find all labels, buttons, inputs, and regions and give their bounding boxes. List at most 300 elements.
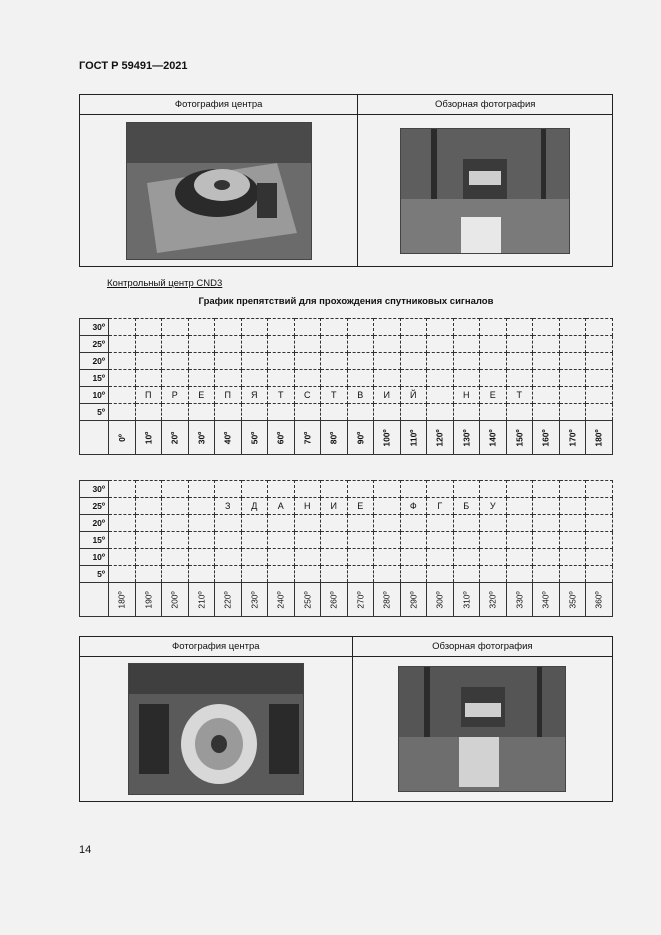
grid-cell — [268, 404, 295, 421]
center-photo — [126, 122, 312, 260]
center-photo-cell-2 — [80, 657, 353, 802]
grid-cell — [374, 481, 401, 498]
azimuth-tick-label: 10º — [143, 431, 154, 444]
obstruction-grid-0-180 — [79, 318, 613, 455]
grid-cell — [559, 370, 586, 387]
grid-row — [80, 319, 613, 336]
grid-cell — [347, 566, 374, 583]
grid-cell — [162, 353, 189, 370]
grid-cell — [268, 515, 295, 532]
azimuth-tick-label: 320º — [487, 590, 498, 609]
azimuth-tick-label: 170º — [567, 428, 578, 447]
azimuth-tick — [321, 421, 348, 455]
grid-cell — [321, 319, 348, 336]
grid-cell — [268, 353, 295, 370]
grid-cell — [135, 566, 162, 583]
grid-cell — [506, 370, 533, 387]
grid-cell — [586, 353, 613, 370]
annotation-letter: В — [347, 387, 374, 404]
azimuth-tick-label: 290º — [408, 590, 419, 609]
grid-cell — [321, 549, 348, 566]
grid-cell — [188, 498, 215, 515]
grid-cell — [427, 515, 454, 532]
grid-cell — [400, 515, 427, 532]
azimuth-tick — [241, 583, 268, 617]
elevation-label: 15º — [80, 532, 109, 549]
grid-cell — [162, 498, 189, 515]
grid-cell — [135, 370, 162, 387]
elevation-label: 20º — [80, 515, 109, 532]
annotation-letter: Ф — [400, 498, 427, 515]
grid-cell — [188, 336, 215, 353]
grid-cell — [241, 515, 268, 532]
grid-cell — [347, 319, 374, 336]
grid-cell — [162, 370, 189, 387]
azimuth-tick — [321, 583, 348, 617]
grid-cell — [506, 498, 533, 515]
grid-cell — [400, 353, 427, 370]
azimuth-tick-label: 360º — [593, 590, 604, 609]
azimuth-tick-label: 260º — [328, 590, 339, 609]
grid-cell — [374, 319, 401, 336]
grid-cell — [294, 370, 321, 387]
grid-cell — [480, 532, 507, 549]
grid-cell — [506, 353, 533, 370]
grid-cell — [294, 404, 321, 421]
azimuth-tick-label: 140º — [487, 428, 498, 447]
grid-cell — [268, 370, 295, 387]
azimuth-tick — [162, 421, 189, 455]
grid-cell — [374, 515, 401, 532]
grid-cell — [559, 404, 586, 421]
grid-cell — [162, 532, 189, 549]
grid-cell — [586, 319, 613, 336]
grid-row — [80, 336, 613, 353]
grid-cell — [506, 532, 533, 549]
grid-row — [80, 515, 613, 532]
azimuth-tick-label: 280º — [381, 590, 392, 609]
grid-cell — [586, 481, 613, 498]
grid-cell — [215, 336, 242, 353]
azimuth-tick-label: 220º — [222, 590, 233, 609]
azimuth-tick — [162, 583, 189, 617]
grid-cell — [427, 549, 454, 566]
azimuth-tick-label: 300º — [434, 590, 445, 609]
grid-cell — [294, 532, 321, 549]
grid-cell — [215, 515, 242, 532]
grid-cell — [453, 515, 480, 532]
elevation-label: 25º — [80, 498, 109, 515]
grid-cell — [586, 515, 613, 532]
annotation-letter: Б — [453, 498, 480, 515]
overview-photo-header: Обзорная фотография — [358, 95, 613, 115]
grid-cell — [241, 353, 268, 370]
grid-cell — [321, 370, 348, 387]
grid-cell — [162, 336, 189, 353]
grid-cell — [400, 566, 427, 583]
photos-table-bottom — [79, 636, 613, 802]
grid-cell — [268, 336, 295, 353]
grid-cell — [321, 481, 348, 498]
grid-cell — [188, 353, 215, 370]
azimuth-tick-label: 50º — [249, 431, 260, 444]
grid-cell — [109, 566, 136, 583]
grid-cell — [506, 566, 533, 583]
grid-cell — [347, 404, 374, 421]
grid-cell — [533, 404, 560, 421]
annotation-letter: Т — [321, 387, 348, 404]
grid-cell — [480, 319, 507, 336]
grid-cell — [427, 481, 454, 498]
grid-cell — [294, 353, 321, 370]
azimuth-tick — [559, 583, 586, 617]
grid-cell — [162, 481, 189, 498]
grid-cell — [374, 549, 401, 566]
grid-cell — [533, 532, 560, 549]
grid-cell — [188, 404, 215, 421]
overview-photo-cell — [358, 115, 613, 267]
azimuth-tick — [374, 583, 401, 617]
grid-row — [80, 549, 613, 566]
grid-cell — [427, 404, 454, 421]
grid-cell — [347, 370, 374, 387]
azimuth-tick — [480, 421, 507, 455]
azimuth-tick — [506, 583, 533, 617]
tick-corner — [80, 421, 109, 455]
grid-cell — [480, 549, 507, 566]
grid-cell — [533, 387, 560, 404]
overview-photo-cell-2 — [352, 657, 612, 802]
grid-cell — [135, 404, 162, 421]
grid-cell — [533, 336, 560, 353]
overview-photo — [400, 128, 570, 254]
grid-cell — [453, 336, 480, 353]
grid-cell — [506, 319, 533, 336]
grid-cell — [480, 515, 507, 532]
grid-row — [80, 498, 613, 515]
azimuth-tick — [533, 583, 560, 617]
annotation-letter: Е — [347, 498, 374, 515]
azimuth-tick — [109, 583, 136, 617]
annotation-letter: Н — [453, 387, 480, 404]
azimuth-tick — [453, 421, 480, 455]
grid-cell — [374, 353, 401, 370]
center-photo-header-2: Фотография центра — [80, 637, 353, 657]
grid-cell — [480, 336, 507, 353]
annotation-letter: Я — [241, 387, 268, 404]
grid-cell — [586, 404, 613, 421]
azimuth-tick — [453, 583, 480, 617]
elevation-label: 15º — [80, 370, 109, 387]
grid-cell — [321, 404, 348, 421]
azimuth-tick-label: 100º — [381, 428, 392, 447]
grid-cell — [400, 336, 427, 353]
azimuth-tick — [427, 421, 454, 455]
grid-cell — [400, 532, 427, 549]
annotation-letter: И — [321, 498, 348, 515]
grid-cell — [586, 370, 613, 387]
grid-cell — [162, 566, 189, 583]
annotation-letter: П — [215, 387, 242, 404]
azimuth-tick — [294, 583, 321, 617]
grid-cell — [374, 532, 401, 549]
annotation-letter: Т — [268, 387, 295, 404]
grid-cell — [533, 498, 560, 515]
azimuth-tick-label: 350º — [567, 590, 578, 609]
elevation-label: 30º — [80, 481, 109, 498]
azimuth-tick-label: 80º — [328, 431, 339, 444]
grid-cell — [109, 498, 136, 515]
grid-row — [80, 353, 613, 370]
azimuth-tick-label: 310º — [461, 590, 472, 609]
grid-cell — [215, 319, 242, 336]
grid-cell — [427, 532, 454, 549]
annotation-letter: А — [268, 498, 295, 515]
grid-cell — [215, 549, 242, 566]
elevation-label: 5º — [80, 404, 109, 421]
grid-cell — [268, 549, 295, 566]
azimuth-tick-label: 230º — [249, 590, 260, 609]
grid-cell — [374, 370, 401, 387]
annotation-letter: И — [374, 387, 401, 404]
grid-cell — [400, 549, 427, 566]
grid-cell — [241, 532, 268, 549]
grid-cell — [427, 319, 454, 336]
azimuth-tick-label: 160º — [540, 428, 551, 447]
grid-cell — [135, 353, 162, 370]
grid-cell — [427, 370, 454, 387]
grid-cell — [480, 404, 507, 421]
azimuth-tick-label: 340º — [540, 590, 551, 609]
grid-cell — [374, 566, 401, 583]
grid-cell — [506, 336, 533, 353]
elevation-label: 30º — [80, 319, 109, 336]
grid-row — [80, 566, 613, 583]
grid-cell — [533, 319, 560, 336]
grid-cell — [347, 336, 374, 353]
grid-cell — [241, 336, 268, 353]
grid-cell — [135, 336, 162, 353]
grid-cell — [453, 481, 480, 498]
azimuth-tick — [294, 421, 321, 455]
annotation-letter: У — [480, 498, 507, 515]
grid-cell — [321, 353, 348, 370]
grid-cell — [109, 387, 136, 404]
grid-cell — [294, 319, 321, 336]
grid-cell — [533, 566, 560, 583]
grid-cell — [559, 319, 586, 336]
grid-cell — [109, 515, 136, 532]
grid-cell — [427, 336, 454, 353]
grid-cell — [294, 481, 321, 498]
azimuth-tick-label: 70º — [302, 431, 313, 444]
annotation-letter: З — [215, 498, 242, 515]
grid-cell — [533, 481, 560, 498]
grid-cell — [135, 498, 162, 515]
azimuth-tick — [559, 421, 586, 455]
azimuth-tick-label: 120º — [434, 428, 445, 447]
elevation-label: 25º — [80, 336, 109, 353]
grid-cell — [215, 353, 242, 370]
grid-cell — [268, 481, 295, 498]
grid-cell — [506, 404, 533, 421]
control-center-label: Контрольный центр CND3 — [107, 278, 223, 289]
azimuth-tick-label: 0º — [116, 433, 127, 442]
elevation-label: 5º — [80, 566, 109, 583]
grid-cell — [109, 481, 136, 498]
azimuth-tick-label: 20º — [169, 431, 180, 444]
annotation-letter: Д — [241, 498, 268, 515]
grid-cell — [188, 319, 215, 336]
azimuth-tick-label: 250º — [302, 590, 313, 609]
azimuth-tick-label: 30º — [196, 431, 207, 444]
grid-cell — [241, 481, 268, 498]
azimuth-tick-label: 190º — [143, 590, 154, 609]
center-photo-header: Фотография центра — [80, 95, 358, 115]
grid-row — [80, 404, 613, 421]
grid-cell — [559, 481, 586, 498]
annotation-letter: Г — [427, 498, 454, 515]
azimuth-tick-label: 210º — [196, 590, 207, 609]
grid-cell — [559, 353, 586, 370]
grid-cell — [321, 566, 348, 583]
grid-cell — [162, 515, 189, 532]
grid-cell — [400, 404, 427, 421]
photos-table-top — [79, 94, 613, 267]
azimuth-tick — [533, 421, 560, 455]
grid-row — [80, 481, 613, 498]
azimuth-tick — [135, 583, 162, 617]
azimuth-tick — [480, 583, 507, 617]
grid-cell — [559, 566, 586, 583]
page-number: 14 — [79, 844, 92, 856]
azimuth-tick — [268, 583, 295, 617]
grid-cell — [586, 336, 613, 353]
azimuth-tick-label: 180º — [593, 428, 604, 447]
grid-cell — [347, 549, 374, 566]
azimuth-tick — [586, 583, 613, 617]
grid-cell — [374, 336, 401, 353]
grid-cell — [321, 336, 348, 353]
azimuth-tick — [400, 421, 427, 455]
grid-cell — [215, 481, 242, 498]
grid-row — [80, 370, 613, 387]
grid-cell — [188, 549, 215, 566]
grid-cell — [135, 481, 162, 498]
document-code: ГОСТ Р 59491—2021 — [79, 60, 188, 72]
grid-row — [80, 387, 613, 404]
grid-cell — [294, 336, 321, 353]
grid-cell — [533, 515, 560, 532]
elevation-label: 10º — [80, 549, 109, 566]
grid-cell — [135, 319, 162, 336]
grid-cell — [533, 370, 560, 387]
azimuth-tick — [215, 421, 242, 455]
grid-cell — [533, 549, 560, 566]
grid-cell — [559, 387, 586, 404]
grid-cell — [135, 549, 162, 566]
azimuth-tick-label: 240º — [275, 590, 286, 609]
grid-cell — [215, 566, 242, 583]
grid-cell — [559, 336, 586, 353]
azimuth-tick — [400, 583, 427, 617]
grid-cell — [586, 498, 613, 515]
azimuth-tick-label: 330º — [514, 590, 525, 609]
azimuth-tick — [374, 421, 401, 455]
annotation-letter: Т — [506, 387, 533, 404]
azimuth-tick — [586, 421, 613, 455]
grid-cell — [506, 515, 533, 532]
grid-cell — [215, 532, 242, 549]
center-photo-2 — [128, 663, 304, 795]
azimuth-tick-label: 270º — [355, 590, 366, 609]
azimuth-tick-label: 110º — [408, 429, 419, 446]
grid-cell — [453, 370, 480, 387]
grid-cell — [400, 370, 427, 387]
grid-cell — [109, 404, 136, 421]
tick-corner — [80, 583, 109, 617]
grid-cell — [347, 353, 374, 370]
azimuth-tick — [506, 421, 533, 455]
grid-cell — [427, 566, 454, 583]
azimuth-tick-label: 90º — [355, 431, 366, 444]
grid-cell — [559, 532, 586, 549]
overview-photo-2 — [398, 666, 566, 792]
grid-cell — [268, 319, 295, 336]
grid-cell — [109, 370, 136, 387]
grid-cell — [188, 566, 215, 583]
azimuth-tick-label: 60º — [275, 431, 286, 444]
annotation-letter: С — [294, 387, 321, 404]
grid-cell — [427, 387, 454, 404]
grid-cell — [215, 370, 242, 387]
grid-cell — [188, 481, 215, 498]
grid-cell — [135, 532, 162, 549]
grid-cell — [215, 404, 242, 421]
grid-cell — [400, 481, 427, 498]
azimuth-tick — [268, 421, 295, 455]
grid-cell — [241, 549, 268, 566]
annotation-letter: Й — [400, 387, 427, 404]
grid-cell — [453, 532, 480, 549]
center-photo-cell — [80, 115, 358, 267]
grid-cell — [294, 549, 321, 566]
grid-cell — [268, 532, 295, 549]
azimuth-tick-label: 130º — [461, 428, 472, 447]
grid-cell — [294, 566, 321, 583]
grid-cell — [162, 549, 189, 566]
grid-row — [80, 532, 613, 549]
grid-cell — [586, 566, 613, 583]
grid-cell — [586, 532, 613, 549]
azimuth-tick-label: 180º — [116, 590, 127, 609]
grid-cell — [109, 532, 136, 549]
grid-cell — [109, 549, 136, 566]
azimuth-tick-label: 40º — [222, 431, 233, 444]
azimuth-tick — [347, 421, 374, 455]
azimuth-tick — [188, 583, 215, 617]
annotation-letter: Е — [480, 387, 507, 404]
grid-cell — [188, 532, 215, 549]
grid-cell — [480, 353, 507, 370]
grid-cell — [294, 515, 321, 532]
grid-cell — [374, 498, 401, 515]
grid-cell — [188, 515, 215, 532]
grid-cell — [321, 515, 348, 532]
grid-cell — [241, 404, 268, 421]
grid-cell — [586, 387, 613, 404]
grid-cell — [347, 532, 374, 549]
